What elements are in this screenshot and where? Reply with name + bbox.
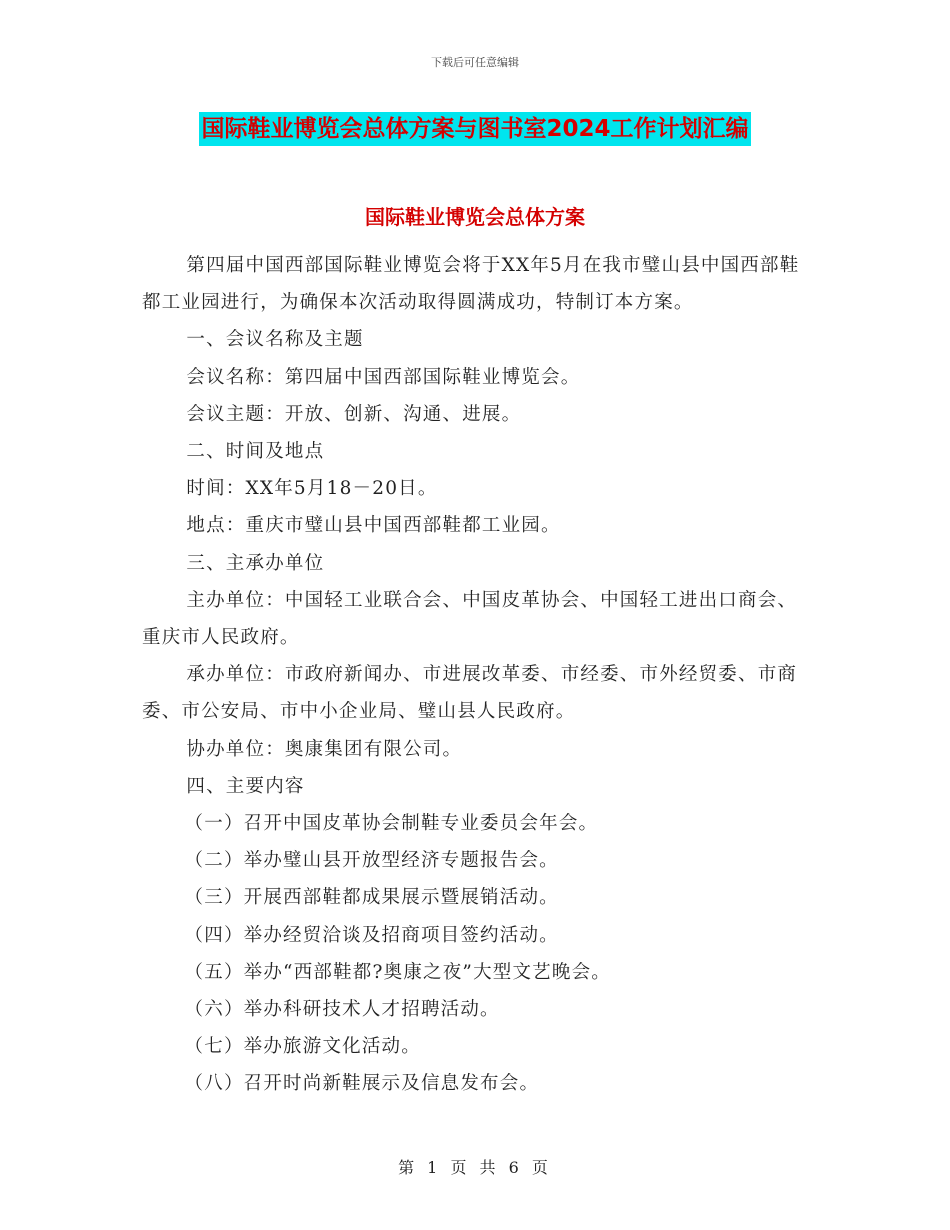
paragraph-meeting-name: 会议名称：第四届中国西部国际鞋业博览会。 [186,366,581,388]
page-header-note: 下载后可任意编辑 [431,56,519,69]
paragraph-organizer: 承办单位：市政府新闻办、市进展改革委、市经委、市外经贸委、市商委、市公安局、市中小企业局、璧山县人民政府。 [142,664,798,723]
list-item: （四）举办经贸洽谈及招商项目签约活动。 [184,924,559,946]
list-item: （三）开展西部鞋都成果展示暨展销活动。 [184,887,559,909]
list-item: （六）举办科研技术人才招聘活动。 [184,999,500,1021]
paragraph-intro: 第四届中国西部国际鞋业博览会将于XX年5月在我市璧山县中国西部鞋都工业园进行，为确保本次活动取得圆满成功，特制订本方案。 [142,255,800,314]
list-item: （一）召开中国皮革协会制鞋专业委员会年会。 [184,813,599,835]
list-item: （七）举办旅游文化活动。 [184,1036,421,1058]
page-number: 第 1 页 共 6 页 [398,1158,552,1177]
document-title-wrapper [0,112,950,146]
document-body [142,247,812,1103]
section-title: 国际鞋业博览会总体方案 [365,205,585,229]
list-item: （八）召开时尚新鞋展示及信息发布会。 [184,1073,540,1095]
document-title: 国际鞋业博览会总体方案与图书室2024工作计划汇编 [199,112,750,146]
heading-time-place: 二、时间及地点 [186,441,325,463]
paragraph-co-organizer: 协办单位：奥康集团有限公司。 [186,738,463,760]
list-item: （二）举办璧山县开放型经济专题报告会。 [184,850,559,872]
paragraph-place: 地点：重庆市璧山县中国西部鞋都工业园。 [186,515,561,537]
paragraph-meeting-theme: 会议主题：开放、创新、沟通、进展。 [186,403,522,425]
paragraph-time: 时间：XX年5月18－20日。 [186,478,438,500]
heading-organizers: 三、主承办单位 [186,552,325,574]
heading-meeting-name: 一、会议名称及主题 [186,329,364,351]
heading-main-content: 四、主要内容 [186,775,305,797]
list-item: （五）举办“西部鞋都?奥康之夜”大型文艺晚会。 [184,961,611,983]
paragraph-host: 主办单位：中国轻工业联合会、中国皮革协会、中国轻工进出口商会、重庆市人民政府。 [142,589,798,649]
